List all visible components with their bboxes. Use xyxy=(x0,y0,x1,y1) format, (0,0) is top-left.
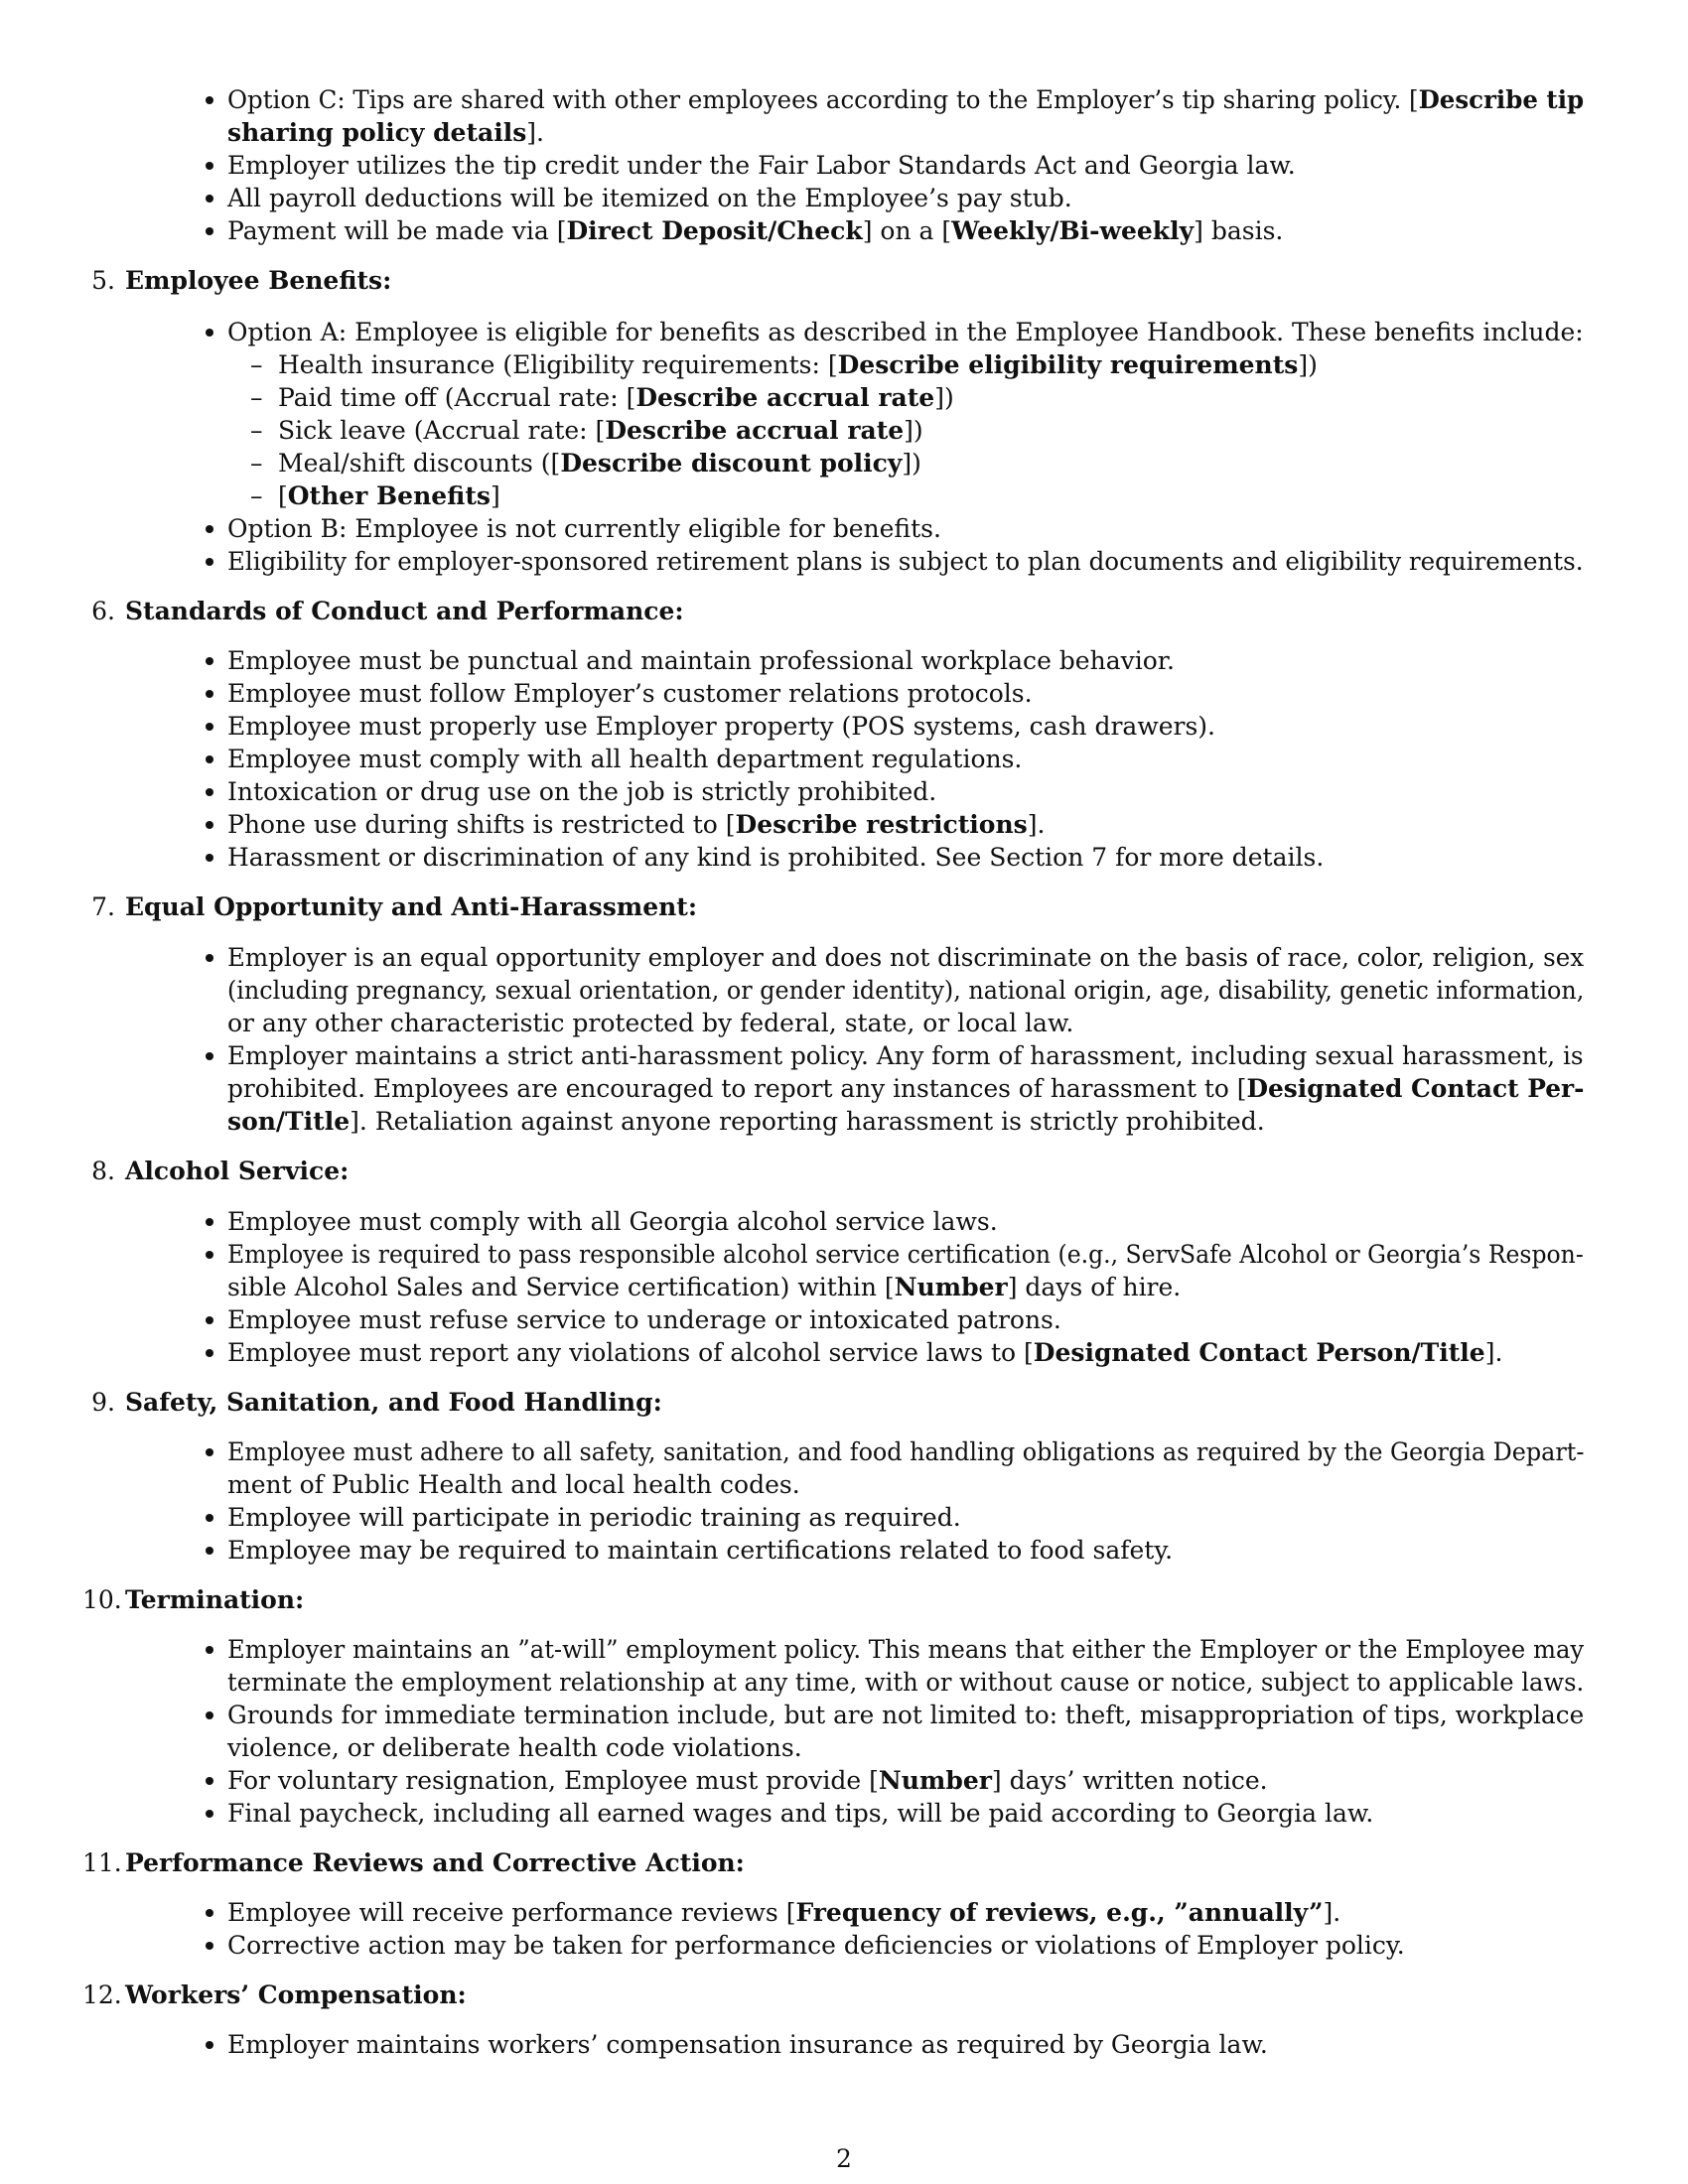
placeholder-text: son/Title xyxy=(227,1107,351,1136)
list-item xyxy=(227,841,1324,874)
body-text: Harassment or discrimination of any kind is prohibited. See Section 7 for more details. xyxy=(227,843,1325,872)
body-text: Employee must adhere to all safety, sanitation, and food handling obligations as required by the Georgia Depart- xyxy=(227,1437,1585,1466)
section-number: 7. xyxy=(91,892,115,921)
body-text: (including pregnancy, sexual orientation, or gender identity), national origin, age, disability, genetic information, xyxy=(227,976,1585,1005)
section-number: 12. xyxy=(82,1980,122,2009)
body-text: All payroll deductions will be itemized on the Employee’s pay stub. xyxy=(227,184,1072,212)
list-item-continuation xyxy=(227,116,544,149)
section-heading xyxy=(82,1386,662,1419)
list-item xyxy=(227,808,1045,841)
body-text: Employee must comply with all health department regulations. xyxy=(227,745,1023,773)
dash-icon: – xyxy=(250,383,263,412)
placeholder-text: Other Benefits xyxy=(287,481,491,510)
section-heading xyxy=(82,1846,745,1879)
section-number: 9. xyxy=(91,1388,115,1417)
bullet-icon xyxy=(206,657,213,665)
bullet-icon xyxy=(206,954,213,962)
body-text: ]. xyxy=(1484,1338,1503,1367)
body-text: ]. xyxy=(526,118,544,147)
body-text: Employee must follow Employer’s customer relations protocols. xyxy=(227,679,1033,708)
body-text: Employer utilizes the tip credit under the Fair Labor Standards Act and Georgia law. xyxy=(227,151,1296,180)
section-number: 6. xyxy=(91,597,115,625)
body-text: Employee will receive performance reviews [ xyxy=(227,1898,796,1927)
list-item-continuation xyxy=(227,1731,802,1764)
placeholder-text: Designated Contact Person/Title xyxy=(1033,1338,1485,1367)
body-text: [ xyxy=(278,481,288,510)
section-heading xyxy=(82,264,391,297)
section-title: Performance Reviews and Corrective Action: xyxy=(125,1848,745,1877)
bullet-icon xyxy=(206,1251,213,1259)
bullet-icon xyxy=(206,854,213,862)
list-item xyxy=(227,214,1283,247)
body-text: ment of Public Health and local health codes. xyxy=(227,1470,800,1499)
placeholder-text: Number xyxy=(878,1766,992,1795)
body-text: terminate the employment relationship at any time, with or without cause or notice, subject to applicable laws. xyxy=(227,1668,1585,1697)
placeholder-text: Direct Deposit/Check xyxy=(566,216,863,245)
list-item xyxy=(227,1633,1584,1666)
list-item xyxy=(227,182,1072,214)
body-text: Employee must report any violations of alcohol service laws to [ xyxy=(227,1338,1034,1367)
bullet-icon xyxy=(206,1810,213,1818)
list-item-continuation xyxy=(227,1072,1584,1105)
section-heading xyxy=(82,890,697,923)
list-item xyxy=(227,1303,1061,1336)
body-text: Employee is required to pass responsible alcohol service certification (e.g., ServSafe Alcohol or Georgia’s Respon- xyxy=(227,1240,1584,1269)
body-text: Employer maintains a strict anti-harassment policy. Any form of harassment, including sexual harassment, is xyxy=(227,1041,1584,1070)
dash-icon: – xyxy=(250,449,263,478)
body-text: or any other characteristic protected by federal, state, or local law. xyxy=(227,1009,1074,1037)
sub-list-item xyxy=(278,479,500,512)
sub-list-item xyxy=(278,381,954,414)
list-item xyxy=(227,316,1584,348)
body-text: Employee must refuse service to underage or intoxicated patrons. xyxy=(227,1305,1061,1334)
bullet-icon xyxy=(206,723,213,731)
bullet-icon xyxy=(206,329,213,337)
bullet-icon xyxy=(206,1218,213,1226)
list-item xyxy=(227,83,1584,116)
bullet-icon xyxy=(206,162,213,170)
placeholder-text: Frequency of reviews, e.g., ”annually” xyxy=(795,1898,1324,1927)
bullet-icon xyxy=(206,1349,213,1357)
list-item xyxy=(227,1336,1502,1369)
bullet-icon xyxy=(206,788,213,796)
bullet-icon xyxy=(206,1942,213,1950)
list-item xyxy=(227,512,941,545)
section-heading xyxy=(82,1979,467,2011)
body-text: Phone use during shifts is restricted to [ xyxy=(227,810,736,839)
body-text: Option C: Tips are shared with other employees according to the Employer’s tip sharing policy. [ xyxy=(227,85,1419,114)
list-item xyxy=(227,2028,1268,2061)
list-item xyxy=(227,1699,1584,1731)
section-title: Equal Opportunity and Anti-Harassment: xyxy=(125,892,698,921)
body-text: ] on a [ xyxy=(862,216,952,245)
body-text: Sick leave (Accrual rate: [ xyxy=(278,416,606,445)
placeholder-text: Designated Contact Per- xyxy=(1246,1074,1585,1103)
bullet-icon xyxy=(206,1052,213,1060)
list-item xyxy=(227,644,1175,677)
body-text: ] xyxy=(490,481,500,510)
body-text: ]) xyxy=(902,449,921,478)
bullet-icon xyxy=(206,195,213,203)
placeholder-text: Describe tip xyxy=(1418,85,1585,114)
section-title: Safety, Sanitation, and Food Handling: xyxy=(125,1388,662,1417)
sub-list-item xyxy=(278,414,923,447)
bullet-icon xyxy=(206,2041,213,2049)
bullet-icon xyxy=(206,690,213,698)
bullet-icon xyxy=(206,558,213,566)
section-heading xyxy=(82,1155,349,1187)
bullet-icon xyxy=(206,755,213,763)
body-text: ] days of hire. xyxy=(1007,1273,1182,1301)
body-text: Grounds for immediate termination include, but are not limited to: theft, misappropriation of tips, workplace xyxy=(227,1701,1585,1729)
body-text: sible Alcohol Sales and Service certification) within [ xyxy=(227,1273,895,1301)
list-item xyxy=(227,1501,961,1534)
list-item xyxy=(227,775,936,808)
body-text: Meal/shift discounts ([ xyxy=(278,449,561,478)
bullet-icon xyxy=(206,227,213,235)
body-text: ]) xyxy=(904,416,923,445)
list-item xyxy=(227,1797,1373,1830)
bullet-icon xyxy=(206,1777,213,1785)
list-item-continuation xyxy=(227,1105,1265,1138)
bullet-icon xyxy=(206,525,213,533)
bullet-icon xyxy=(206,1547,213,1555)
section-title: Employee Benefits: xyxy=(125,266,392,295)
bullet-icon xyxy=(206,1316,213,1324)
body-text: Eligibility for employer-sponsored retirement plans is subject to plan documents and eligibility requirements. xyxy=(227,547,1584,576)
list-item xyxy=(227,710,1215,743)
list-item-continuation xyxy=(227,1271,1181,1303)
bullet-icon xyxy=(206,1514,213,1522)
body-text: prohibited. Employees are encouraged to report any instances of harassment to [ xyxy=(227,1074,1247,1103)
list-item-continuation xyxy=(227,974,1584,1007)
body-text: Health insurance (Eligibility requirements: [ xyxy=(278,350,838,379)
sub-list-item xyxy=(278,348,1318,381)
placeholder-text: Describe accrual rate xyxy=(605,416,905,445)
placeholder-text: sharing policy details xyxy=(227,118,527,147)
body-text: ] days’ written notice. xyxy=(991,1766,1268,1795)
body-text: ]. Retaliation against anyone reporting harassment is strictly prohibited. xyxy=(350,1107,1265,1136)
body-text: ]. xyxy=(1027,810,1046,839)
section-title: Standards of Conduct and Performance: xyxy=(125,597,684,625)
placeholder-text: Number xyxy=(894,1273,1008,1301)
list-item xyxy=(227,677,1033,710)
list-item-continuation xyxy=(227,1666,1584,1699)
body-text: Option A: Employee is eligible for benefits as described in the Employee Handbook. These benefits include: xyxy=(227,318,1584,346)
list-item-continuation xyxy=(227,1007,1073,1039)
bullet-icon xyxy=(206,1711,213,1719)
body-text: ]) xyxy=(1298,350,1318,379)
section-number: 5. xyxy=(91,266,115,295)
placeholder-text: Describe eligibility requirements xyxy=(837,350,1299,379)
section-number: 8. xyxy=(91,1157,115,1185)
list-item xyxy=(227,1435,1584,1468)
body-text: Employee may be required to maintain certifications related to food safety. xyxy=(227,1536,1174,1565)
section-number: 11. xyxy=(82,1848,122,1877)
section-number: 10. xyxy=(82,1585,122,1614)
body-text: Payment will be made via [ xyxy=(227,216,567,245)
list-item xyxy=(227,149,1296,182)
bullet-icon xyxy=(206,96,213,104)
body-text: Paid time off (Accrual rate: [ xyxy=(278,383,636,412)
section-heading xyxy=(82,1583,304,1616)
placeholder-text: Describe discount policy xyxy=(560,449,903,478)
list-item xyxy=(227,1039,1584,1072)
body-text: violence, or deliberate health code violations. xyxy=(227,1733,802,1762)
list-item xyxy=(227,941,1584,974)
body-text: Corrective action may be taken for performance deficiencies or violations of Employer policy. xyxy=(227,1931,1405,1960)
list-item xyxy=(227,1764,1268,1797)
dash-icon: – xyxy=(250,350,263,379)
list-item xyxy=(227,1238,1584,1271)
body-text: Employee must be punctual and maintain professional workplace behavior. xyxy=(227,646,1175,675)
body-text: Final paycheck, including all earned wages and tips, will be paid according to Georgia law. xyxy=(227,1799,1374,1828)
list-item xyxy=(227,545,1584,578)
body-text: ]) xyxy=(934,383,954,412)
section-heading xyxy=(82,595,684,627)
body-text: Option B: Employee is not currently eligible for benefits. xyxy=(227,514,941,543)
body-text: Employee must comply with all Georgia alcohol service laws. xyxy=(227,1207,998,1236)
list-item xyxy=(227,1534,1173,1567)
body-text: ]. xyxy=(1323,1898,1341,1927)
body-text: Employee will participate in periodic training as required. xyxy=(227,1503,961,1532)
list-item xyxy=(227,1929,1405,1962)
body-text: Intoxication or drug use on the job is strictly prohibited. xyxy=(227,777,937,806)
placeholder-text: Describe accrual rate xyxy=(635,383,935,412)
bullet-icon xyxy=(206,821,213,829)
list-item xyxy=(227,743,1022,775)
body-text: Employer maintains an ”at-will” employment policy. This means that either the Employer or the Employee may xyxy=(227,1635,1585,1664)
body-text: Employer is an equal opportunity employer and does not discriminate on the basis of race, color, religion, sex xyxy=(227,943,1585,972)
page-number: 2 xyxy=(836,2144,852,2173)
dash-icon: – xyxy=(250,416,263,445)
body-text: ] basis. xyxy=(1194,216,1284,245)
section-title: Workers’ Compensation: xyxy=(125,1980,467,2009)
body-text: For voluntary resignation, Employee must provide [ xyxy=(227,1766,879,1795)
placeholder-text: Weekly/Bi-weekly xyxy=(951,216,1195,245)
placeholder-text: Describe restrictions xyxy=(735,810,1028,839)
dash-icon: – xyxy=(250,481,263,510)
section-title: Alcohol Service: xyxy=(125,1157,350,1185)
body-text: Employee must properly use Employer property (POS systems, cash drawers). xyxy=(227,712,1215,741)
list-item xyxy=(227,1896,1340,1929)
list-item xyxy=(227,1205,998,1238)
section-title: Termination: xyxy=(125,1585,305,1614)
bullet-icon xyxy=(206,1646,213,1654)
body-text: Employer maintains workers’ compensation insurance as required by Georgia law. xyxy=(227,2030,1268,2059)
list-item-continuation xyxy=(227,1468,800,1501)
sub-list-item xyxy=(278,447,921,479)
bullet-icon xyxy=(206,1909,213,1917)
bullet-icon xyxy=(206,1448,213,1456)
